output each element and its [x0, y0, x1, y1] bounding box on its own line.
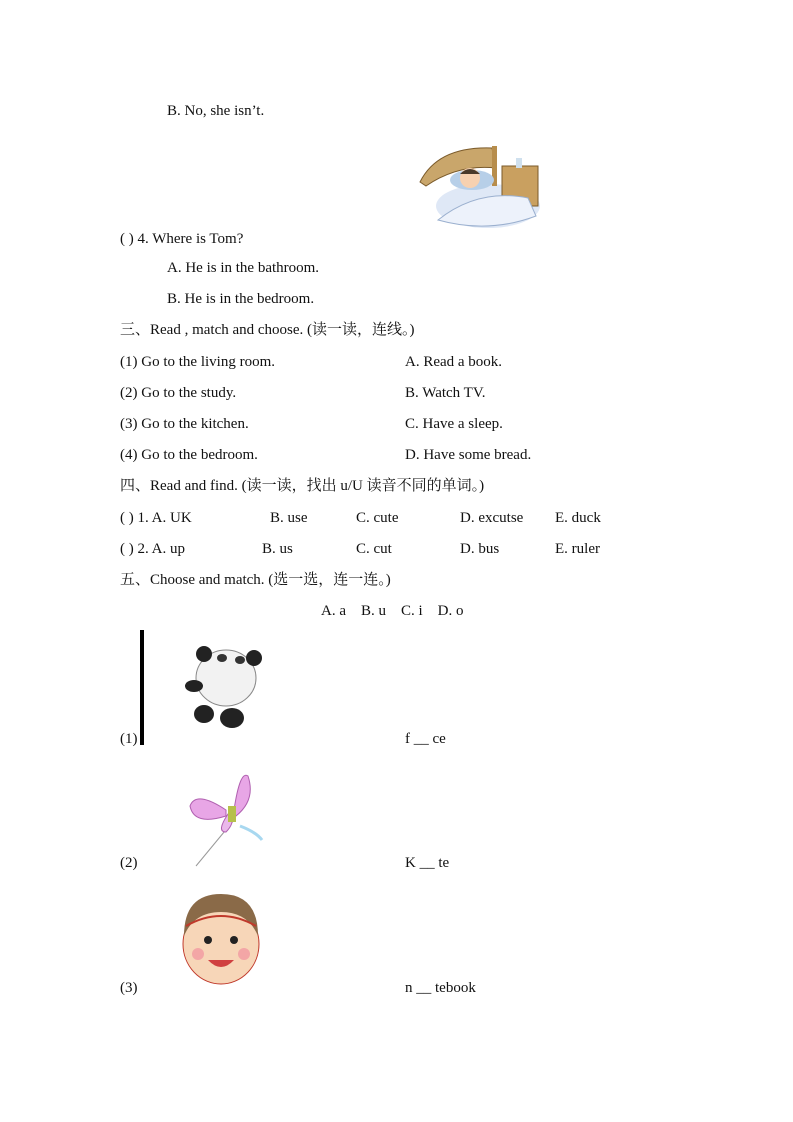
- q4-option-a: A. He is in the bathroom.: [167, 260, 320, 276]
- boy-face-image: [178, 890, 264, 988]
- match-right-item: C. Have a sleep.: [405, 416, 503, 432]
- find-row1-d: D. excutse: [460, 510, 524, 526]
- match-left-item: (3) Go to the kitchen.: [120, 416, 249, 432]
- find-row1-e: E. duck: [555, 510, 601, 526]
- find-row2-a: ( ) 2. A. up: [120, 541, 185, 557]
- item2-number: (2): [120, 855, 138, 871]
- find-row1-b: B. use: [270, 510, 308, 526]
- panda-image: [184, 644, 264, 730]
- match-right-item: D. Have some bread.: [405, 447, 532, 463]
- section4-title: 四、Read and find. (读一读，找出 u/U 读音不同的单词。): [120, 478, 485, 494]
- find-row2-d: D. bus: [460, 541, 500, 557]
- section3-title: 三、Read , match and choose. (读一读，连线。): [120, 322, 415, 338]
- find-row1-a: ( ) 1. A. UK: [120, 510, 192, 526]
- boy-sleeping-in-bed-image: [418, 142, 542, 230]
- section5-title: 五、Choose and match. (选一选，连一连。): [120, 572, 391, 588]
- match-right-item: B. Watch TV.: [405, 385, 486, 401]
- item1-word: f __ ce: [405, 731, 446, 747]
- vertical-bar: [140, 630, 144, 745]
- match-left-item: (2) Go to the study.: [120, 385, 237, 401]
- q3-option-b: B. No, she isn’t.: [167, 103, 265, 119]
- item2-word: K __ te: [405, 855, 450, 871]
- find-row2-e: E. ruler: [555, 541, 600, 557]
- find-row2-c: C. cut: [356, 541, 392, 557]
- section5-choices: A. a B. u C. i D. o: [321, 603, 464, 619]
- butterfly-kite-image: [186, 770, 270, 870]
- match-left-item: (1) Go to the living room.: [120, 354, 275, 370]
- match-right-item: A. Read a book.: [405, 354, 503, 370]
- q4-option-b: B. He is in the bedroom.: [167, 291, 315, 307]
- match-left-item: (4) Go to the bedroom.: [120, 447, 258, 463]
- find-row1-c: C. cute: [356, 510, 399, 526]
- q4-question: ( ) 4. Where is Tom?: [120, 231, 244, 247]
- find-row2-b: B. us: [262, 541, 293, 557]
- item1-number: (1): [120, 731, 138, 747]
- item3-number: (3): [120, 980, 138, 996]
- item3-word: n __ tebook: [405, 980, 476, 996]
